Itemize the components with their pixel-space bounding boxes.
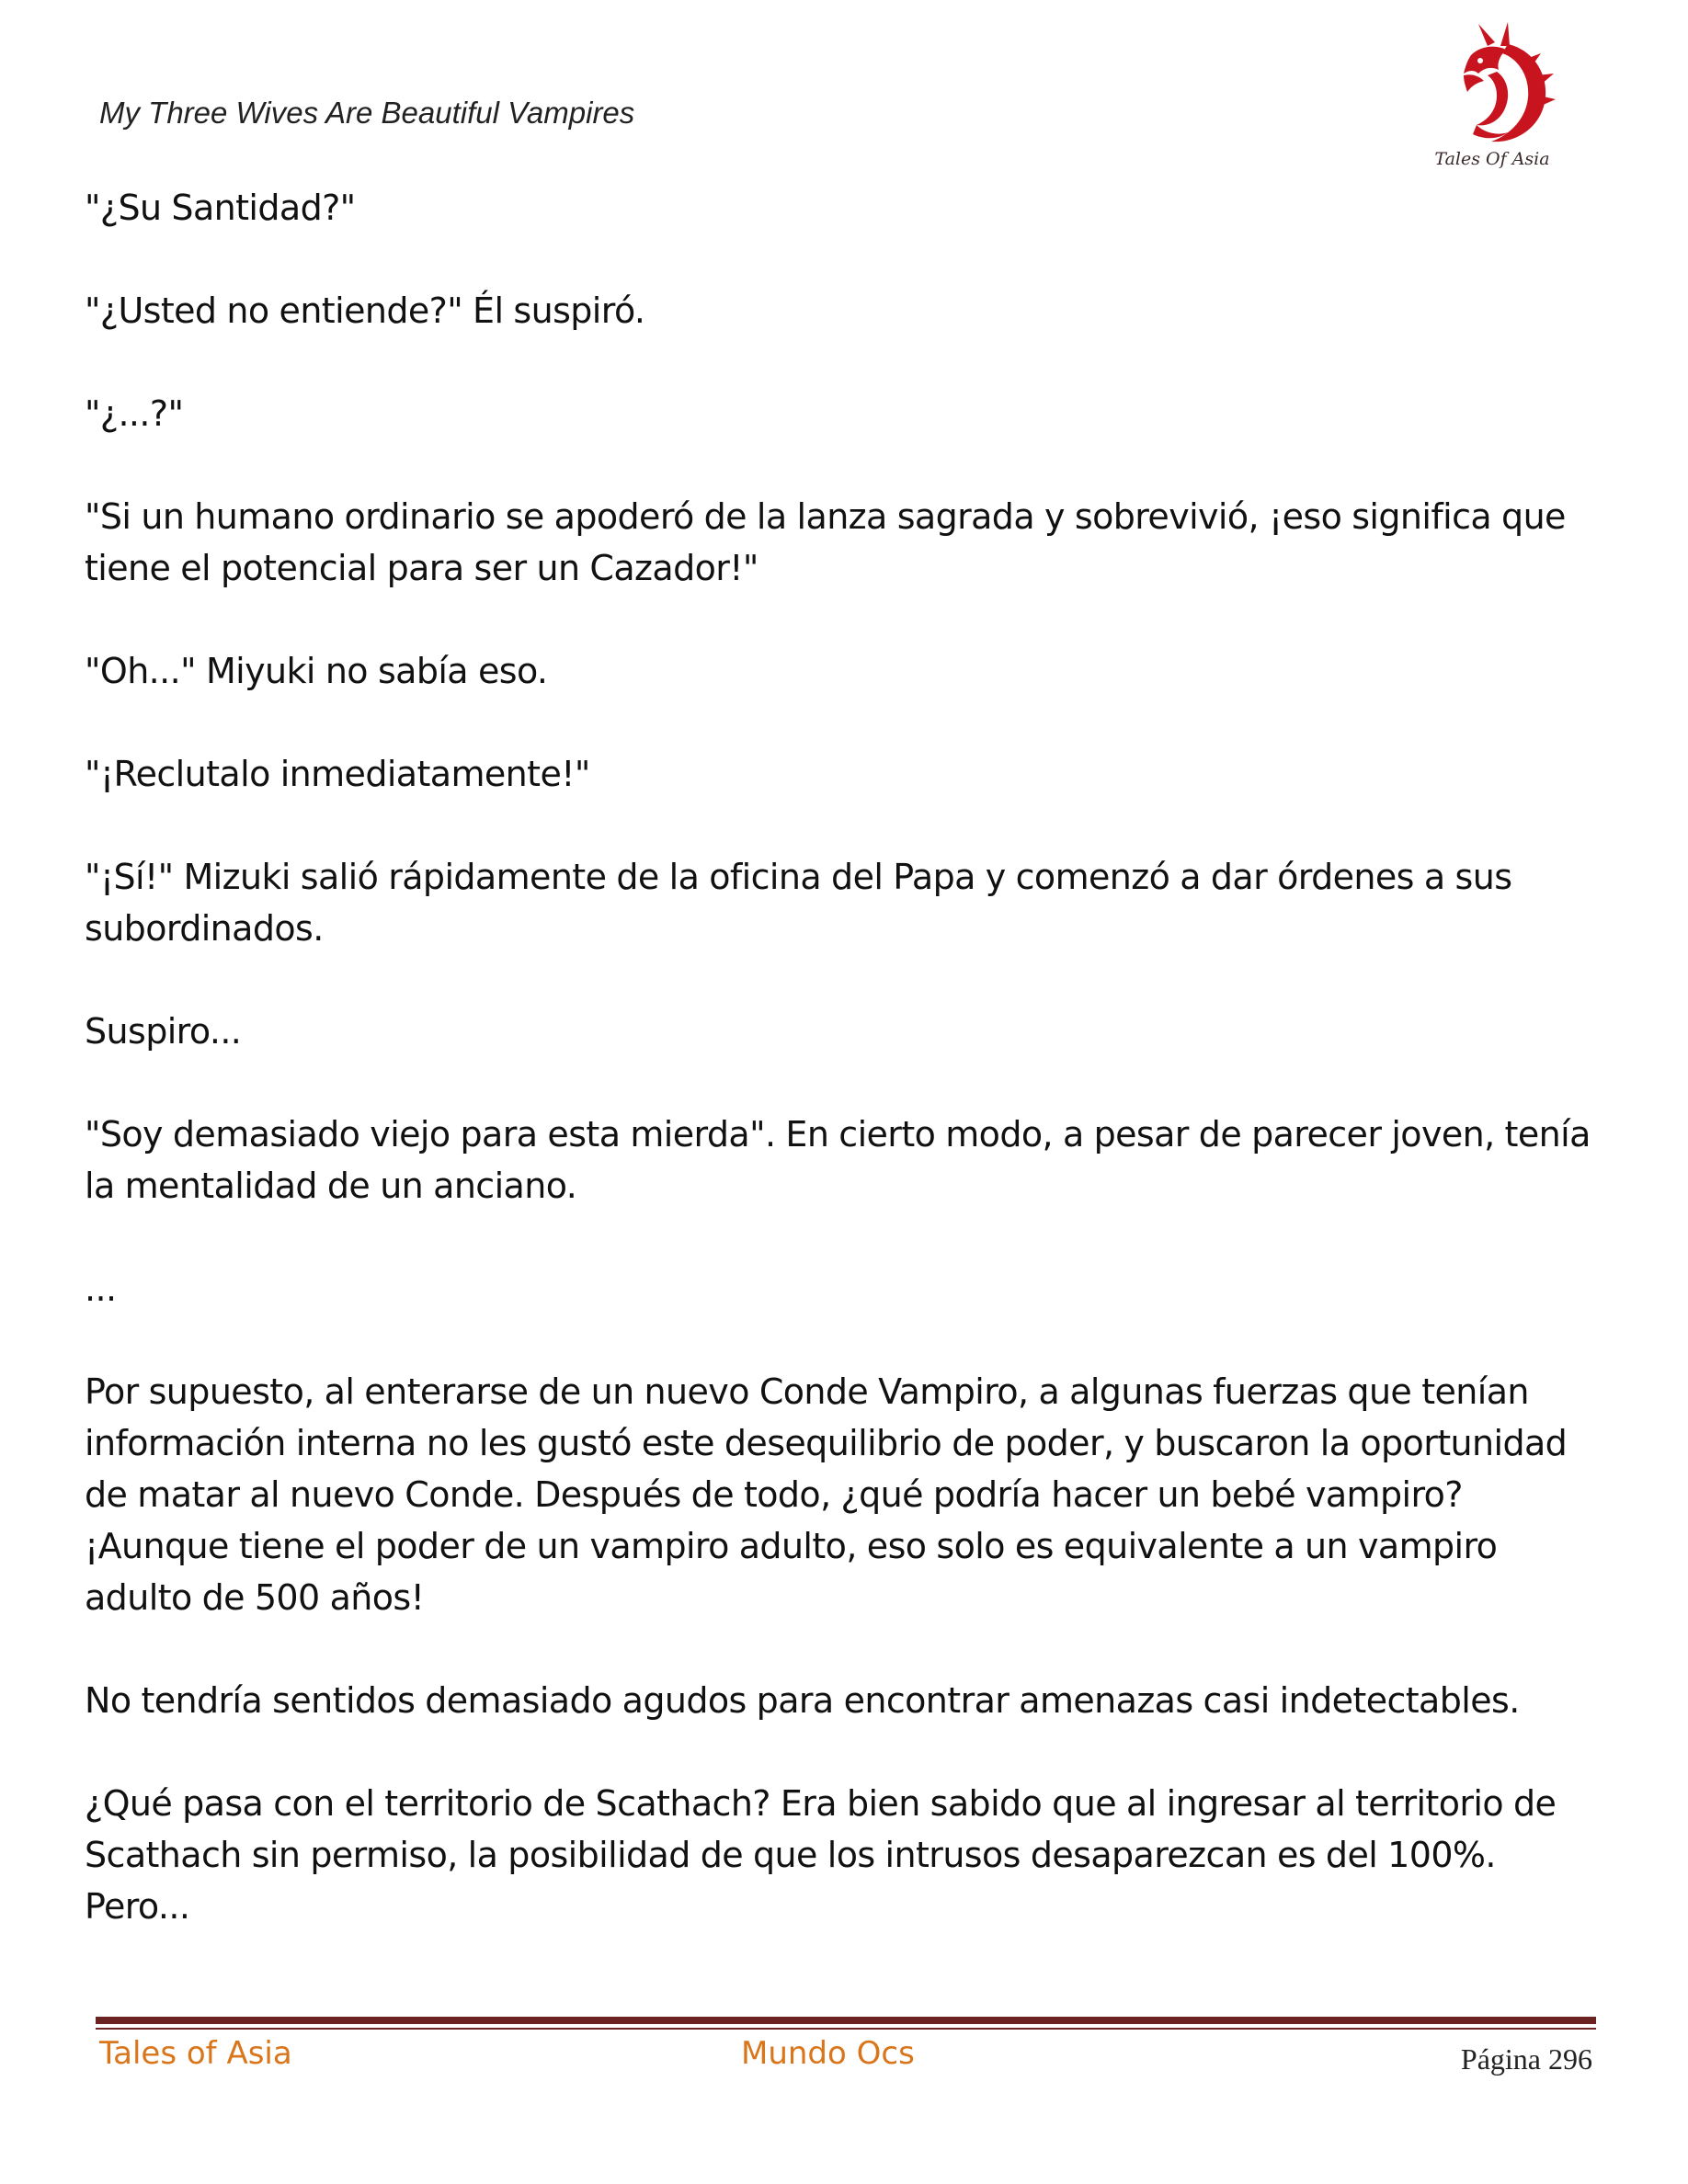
logo-caption: Tales Of Asia	[1434, 149, 1550, 169]
paragraph: "¿Su Santidad?"	[85, 188, 356, 228]
paragraph: No tendría sentidos demasiado agudos para encontrar amenazas casi indetectables.	[85, 1680, 1520, 1721]
paragraph: "¿Usted no entiende?" Él suspiró.	[85, 290, 645, 331]
red-dragon-icon	[1423, 18, 1561, 156]
footer-divider-thin	[96, 2028, 1596, 2030]
paragraph: ...	[85, 1268, 117, 1309]
paragraph: "¿...?"	[85, 393, 184, 434]
chapter-body	[85, 182, 1611, 1984]
footer-group: Mundo Ocs	[741, 2035, 915, 2072]
footer-divider	[96, 2017, 1596, 2024]
publisher-logo	[1423, 18, 1561, 184]
paragraph: "¡Sí!" Mizuki salió rápidamente de la oficina del Papa y comenzó a dar órdenes a sus subordinados.	[85, 857, 1512, 949]
paragraph: Suspiro...	[85, 1011, 242, 1052]
paragraph: "Oh..." Miyuki no sabía eso.	[85, 651, 548, 691]
document-title: My Three Wives Are Beautiful Vampires	[99, 96, 635, 130]
paragraph: "Si un humano ordinario se apoderó de la lanza sagrada y sobrevivió, ¡eso significa que tiene el potencial para ser un Cazador!"	[85, 496, 1566, 588]
paragraph: ¿Qué pasa con el territorio de Scathach? Era bien sabido que al ingresar al territorio de Scathach sin permiso, la posibilidad de que los intrusos desaparezcan es del 100%. Pero...	[85, 1783, 1557, 1927]
footer-publisher: Tales of Asia	[99, 2035, 292, 2072]
paragraph: "Soy demasiado viejo para esta mierda". En cierto modo, a pesar de parecer joven, tenía la mentalidad de un anciano.	[85, 1114, 1591, 1206]
paragraph: "¡Reclutalo inmediatamente!"	[85, 754, 590, 794]
page-number: Página 296	[1460, 2042, 1592, 2076]
paragraph: Por supuesto, al enterarse de un nuevo Conde Vampiro, a algunas fuerzas que tenían información interna no les gustó este desequilibrio de poder, y buscaron la oportunidad de matar al nuevo Conde. Después de todo, ¿qué podría hacer un bebé vampiro? ¡Aunque tiene el poder de un vampiro adulto, eso solo es equivalente a un vampiro adulto de 500 años!	[85, 1371, 1568, 1618]
